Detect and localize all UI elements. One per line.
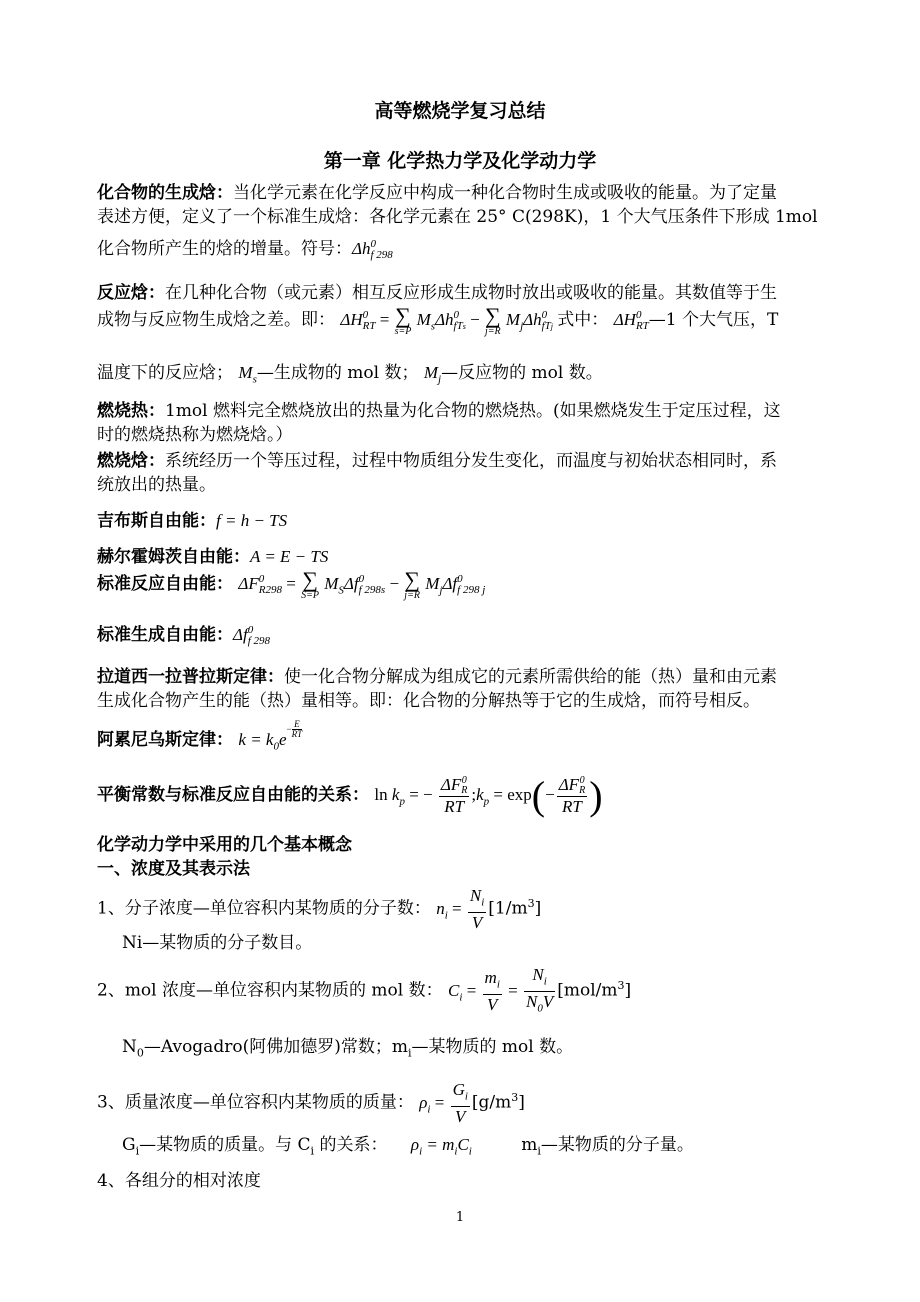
eq-term: Δf	[442, 574, 458, 593]
eq-lhs: ΔH	[340, 310, 363, 329]
frac-num: N	[532, 964, 544, 984]
std-reaction-free-energy-line	[97, 566, 485, 608]
rel-end: C	[457, 1135, 469, 1154]
item2-line	[97, 962, 631, 1021]
exp-sign: −	[286, 724, 292, 734]
reaction-enthalpy-line-1	[97, 282, 777, 304]
formula-e: e	[278, 730, 287, 749]
eq-lhs-sub: R298	[258, 584, 283, 597]
sum-limit: j=R	[404, 590, 420, 602]
eq-term: M	[505, 310, 521, 329]
eq-lhs-sup: 0	[362, 309, 369, 322]
eq-term-subsub: j	[550, 322, 554, 332]
combustion-enthalpy-line-1	[97, 450, 777, 472]
formation-enthalpy-line-3	[97, 238, 393, 261]
lavoisier-term: 拉道西一拉普拉斯定律	[97, 667, 267, 687]
item4-line: 4、各组分的相对浓度	[97, 1171, 261, 1191]
frac-sub: R	[579, 785, 586, 797]
formation-enthalpy-text-1: 当化学元素在化学反应中构成一种化合物时生成或吸收的能量。为了定量	[233, 183, 777, 203]
note-sub: i	[537, 1144, 541, 1158]
frac-den: V	[455, 1107, 466, 1127]
fraction	[451, 1080, 470, 1127]
k-sub: p	[399, 795, 405, 808]
rel-symbol: ρ	[410, 1135, 420, 1154]
term-separator: ：	[148, 401, 165, 421]
symbol-base: ΔH	[613, 310, 636, 329]
fraction	[557, 775, 587, 817]
frac-den: RT	[444, 797, 465, 817]
chapter-title: 第一章 化学热力学及化学动力学	[323, 150, 597, 172]
rel-mid: = m	[422, 1135, 455, 1154]
note-sub: i	[407, 1046, 412, 1060]
unit-sup: 3	[617, 979, 625, 992]
frac-den-sub: 0	[537, 1002, 543, 1015]
semicolon: ;	[471, 785, 477, 804]
formation-enthalpy-line-1	[97, 182, 777, 204]
item2-formula: $C_i$ = $\frac{m_i}{V}$ = $\frac{N_i}{N_0V}$	[448, 981, 557, 1000]
note-sub: i	[135, 1144, 140, 1158]
item1-text: 1、分子浓度—单位容积内某物质的分子数：	[97, 898, 431, 919]
eq-lhs-sup: 0	[258, 573, 265, 586]
reaction-enthalpy-equation: ΔH 0 RT = ∑ s=P $M_s\Delta h$ 0 fTs − ∑ j=R $M_j\Delta h$ 0 fTj	[340, 303, 554, 338]
item3-note	[122, 1134, 694, 1162]
symbol-sup: 0	[247, 624, 254, 637]
term-separator: ：	[216, 183, 233, 203]
frac-den: RT	[562, 797, 582, 817]
sum-limit: s=P	[394, 326, 412, 338]
item1-line	[97, 882, 541, 937]
symbol-base: M	[423, 363, 439, 382]
formation-enthalpy-text-3: 化合物所产生的焓的增量。符号：	[97, 239, 352, 259]
reaction-enthalpy-text-3b: —生成物的 mol 数；	[256, 363, 419, 383]
frac-sup: 0	[461, 775, 467, 787]
frac-den-end: V	[542, 992, 554, 1012]
basic-concepts-heading: 化学动力学中采用的几个基本概念	[97, 835, 352, 855]
frac-den: N	[525, 992, 538, 1012]
item3-formula: $\rho_i$ = $\frac{G_i}{V}$	[419, 1080, 468, 1127]
equilibrium-formula: $\ln k_p$ = − ΔF 0 R RT $;k_p = \exp(-$ ΔF 0 R RT )	[374, 773, 603, 819]
item3-relation	[410, 1135, 472, 1158]
gibbs-formula: f = h − TS	[216, 511, 288, 530]
combustion-enthalpy-term: 燃烧焓	[97, 451, 148, 471]
reaction-enthalpy-text-3c: —反应物的 mol 数。	[441, 363, 603, 383]
combustion-heat-line-2: 时的燃烧热称为燃烧焓。）	[97, 425, 293, 445]
formula-lhs: ρ	[419, 1092, 428, 1112]
fraction	[524, 965, 555, 1019]
helmholtz-term: 赫尔霍姆茨自由能：	[97, 547, 250, 567]
combustion-heat-term: 燃烧热	[97, 401, 148, 421]
frac-sub: R	[461, 785, 468, 797]
fraction	[468, 886, 486, 933]
ln-label: ln	[374, 785, 388, 804]
frac-num: m	[484, 968, 497, 988]
concentration-heading: 一、浓度及其表示法	[97, 859, 250, 879]
reaction-enthalpy-line-2	[97, 302, 778, 344]
item2-text: 2、mol 浓度—单位容积内某物质的 mol 数：	[97, 980, 443, 1001]
eq-term-sub: s	[430, 320, 436, 333]
neg-sign: −	[545, 785, 555, 804]
frac-sup: 0	[579, 775, 585, 787]
page-title: 高等燃烧学复习总结	[374, 100, 546, 122]
unit-end: ]	[624, 980, 632, 1001]
sum-symbol: ∑ S=P	[301, 567, 319, 602]
exp-denominator: RT	[291, 729, 303, 739]
exp-label: = exp	[493, 785, 532, 804]
sum-symbol: ∑ j=R	[404, 567, 420, 602]
note-symbol: m	[521, 1135, 538, 1155]
k-symbol: k	[476, 785, 484, 804]
combustion-heat-text-1: 1mol 燃料完全燃烧放出的热量为化合物的燃烧热。(如果燃烧发生于定压过程，这	[165, 401, 781, 421]
unit-end: ]	[534, 898, 542, 919]
sum-limit: j=R	[484, 326, 501, 338]
eq-term-sup: 0	[541, 309, 548, 322]
std-formation-free-energy-line	[97, 624, 270, 647]
equilibrium-term: 平衡常数与标准反应自由能的关系：	[97, 785, 369, 805]
symbol-sup: 0	[635, 309, 642, 322]
eq-term-sup: 0	[453, 309, 460, 322]
formula-lhs: C	[448, 980, 460, 1000]
item2-note	[122, 1036, 573, 1064]
helmholtz-formula: A = E − TS	[250, 547, 329, 566]
note-symbol: G	[122, 1135, 136, 1155]
eq-term: Δh	[523, 310, 542, 329]
frac-num: ΔF	[558, 775, 580, 795]
helmholtz-line	[97, 546, 328, 568]
note-text: —Avogadro(阿佛加德罗)常数；m	[143, 1037, 408, 1057]
exp-numerator: E	[292, 720, 303, 730]
unit-sup: 3	[511, 1091, 519, 1104]
reaction-enthalpy-term: 反应焓	[97, 283, 148, 303]
eq-term-sub: fT	[541, 320, 551, 333]
reaction-enthalpy-text-1: 在几种化合物（或元素）相互反应形成生成物时放出或吸收的能量。其数值等于生	[165, 283, 777, 303]
note-text: —某物质的分子量。	[540, 1135, 694, 1155]
frac-den: V	[487, 995, 498, 1015]
item1-note: Ni—某物质的分子数目。	[122, 933, 313, 953]
rel-sub: i	[419, 1145, 423, 1158]
symbol-sub: f 298	[247, 635, 271, 648]
eq-term: M	[425, 574, 440, 593]
arrhenius-term: 阿累尼乌斯定律：	[97, 730, 233, 750]
eq-term-sub: f 298s	[358, 584, 386, 597]
combustion-enthalpy-text-1: 系统经历一个等压过程，过程中物质组分发生变化，而温度与初始状态相同时，系	[165, 451, 777, 471]
note-text: —某物质的 mol 数。	[411, 1037, 574, 1057]
sum-symbol: ∑ s=P	[394, 303, 412, 338]
rel-sub: i	[454, 1145, 458, 1158]
arrhenius-formula	[238, 719, 303, 753]
formula-lhs-sub: i	[444, 909, 448, 922]
arrhenius-line	[97, 719, 303, 762]
item2-unit: [mol/m	[557, 980, 618, 1001]
sum-symbol: ∑ j=R	[484, 303, 501, 338]
term-separator: ：	[148, 283, 165, 303]
equilibrium-line	[97, 770, 603, 826]
page-number: 1	[455, 1210, 465, 1225]
std-reaction-free-energy-term: 标准反应自由能：	[97, 574, 233, 594]
unit-end: ]	[518, 1092, 525, 1113]
k-symbol: k	[391, 785, 400, 804]
frac-num-sub: i	[481, 896, 485, 909]
fraction	[483, 968, 502, 1015]
eq-term-sub: f 298 j	[457, 584, 486, 597]
term-separator: ：	[148, 451, 165, 471]
reaction-enthalpy-line-3	[97, 362, 603, 390]
sum-limit: S=P	[301, 590, 319, 602]
symbol-base: Δf	[233, 625, 248, 644]
eq-neg: = −	[409, 785, 433, 804]
eq-term: Δh	[435, 310, 454, 329]
eq-term: M	[416, 310, 431, 329]
formula-lhs-sub: 0	[273, 740, 279, 753]
eq-term: Δf	[343, 574, 359, 593]
note-sub: i	[310, 1144, 315, 1158]
frac-num: N	[469, 886, 482, 906]
note-symbol: N	[122, 1037, 137, 1057]
eq-term-sub: fT	[453, 320, 463, 333]
where-symbol	[613, 309, 649, 333]
k-sub: p	[483, 795, 490, 808]
mj-symbol	[423, 363, 442, 386]
symbol-sub: f 298	[370, 249, 393, 262]
eq-term-sup: 0	[358, 573, 365, 586]
unit-sup: 3	[527, 897, 535, 910]
eq-term-subsub: s	[462, 322, 466, 332]
note-text: 的关系：	[314, 1135, 388, 1155]
reaction-enthalpy-text-3a: 温度下的反应焓；	[97, 363, 233, 383]
combustion-enthalpy-line-2: 统放出的热量。	[97, 475, 216, 495]
frac-num-sub: i	[464, 1090, 468, 1103]
frac-num: ΔF	[440, 775, 462, 795]
frac-num-sub: i	[496, 978, 500, 991]
item1-unit: [1/m	[488, 898, 528, 919]
term-separator: ：	[267, 667, 284, 687]
lavoisier-text-1: 使一化合物分解成为组成它的元素所需供给的能（热）量和由元素	[284, 667, 777, 687]
symbol-sub: RT	[635, 320, 649, 333]
frac-num-sub: i	[543, 975, 547, 988]
eq-term: M	[324, 574, 339, 593]
eq-lhs: ΔF	[238, 574, 259, 593]
eq-lhs-sub: RT	[362, 320, 376, 333]
rel-sub: i	[468, 1145, 472, 1158]
symbol-base: Δh	[352, 239, 371, 258]
symbol-sub: s	[252, 373, 257, 386]
eq-term-sup: 0	[457, 573, 463, 586]
std-formation-free-energy-symbol	[233, 624, 271, 648]
formula-lhs: k = k	[238, 730, 274, 749]
combustion-heat-line-1	[97, 400, 781, 422]
item3-unit: [g/m	[471, 1092, 512, 1113]
eq-term-sub: j	[520, 320, 524, 333]
where-label: 式中：	[557, 310, 609, 330]
symbol-base: M	[238, 363, 253, 382]
symbol-sup: 0	[370, 238, 376, 251]
std-reaction-free-energy-equation: ΔF 0 R298 = ∑ S=P $M_S\Delta f$ 0 f 298s − ∑ j=R $M_j\Delta f$ 0 f 298 j	[238, 567, 486, 602]
note-text: —某物质的质量。与 C	[139, 1135, 311, 1155]
gibbs-term: 吉布斯自由能：	[97, 511, 216, 531]
item1-formula: $n_i$ = $\frac{N_i}{V}$	[436, 886, 485, 933]
frac-den: V	[471, 913, 483, 933]
ms-symbol	[238, 363, 257, 386]
note-sub: 0	[136, 1046, 144, 1060]
formation-enthalpy-term: 化合物的生成焓	[97, 183, 216, 203]
formula-lhs-sub: i	[459, 991, 463, 1004]
frac-num: G	[452, 1080, 465, 1100]
gibbs-line	[97, 510, 287, 532]
reaction-enthalpy-text-2: 成物与反应物生成焓之差。即：	[97, 310, 335, 330]
where-text: —1 个大气压，T	[648, 310, 779, 330]
item3-text: 3、质量浓度—单位容积内某物质的质量：	[97, 1092, 414, 1113]
eq-term-sub: j	[439, 584, 443, 597]
symbol-sub: j	[438, 373, 442, 386]
lavoisier-line-2: 生成化合物产生的能（热）量相等。即：化合物的分解热等于它的生成焓，而符号相反。	[97, 691, 760, 711]
eq-term-sub: S	[338, 584, 344, 597]
std-formation-free-energy-term: 标准生成自由能：	[97, 625, 233, 645]
fraction	[439, 775, 469, 817]
formula-lhs-sub: i	[427, 1103, 431, 1116]
formula-lhs: n	[436, 898, 445, 918]
formation-enthalpy-line-2: 表述方便，定义了一个标准生成焓：各化学元素在 25° C(298K)，1 个大气压条件下形成 1mol	[97, 207, 818, 227]
formation-enthalpy-symbol	[352, 238, 393, 262]
item3-line	[97, 1076, 525, 1131]
lavoisier-line-1	[97, 666, 777, 688]
